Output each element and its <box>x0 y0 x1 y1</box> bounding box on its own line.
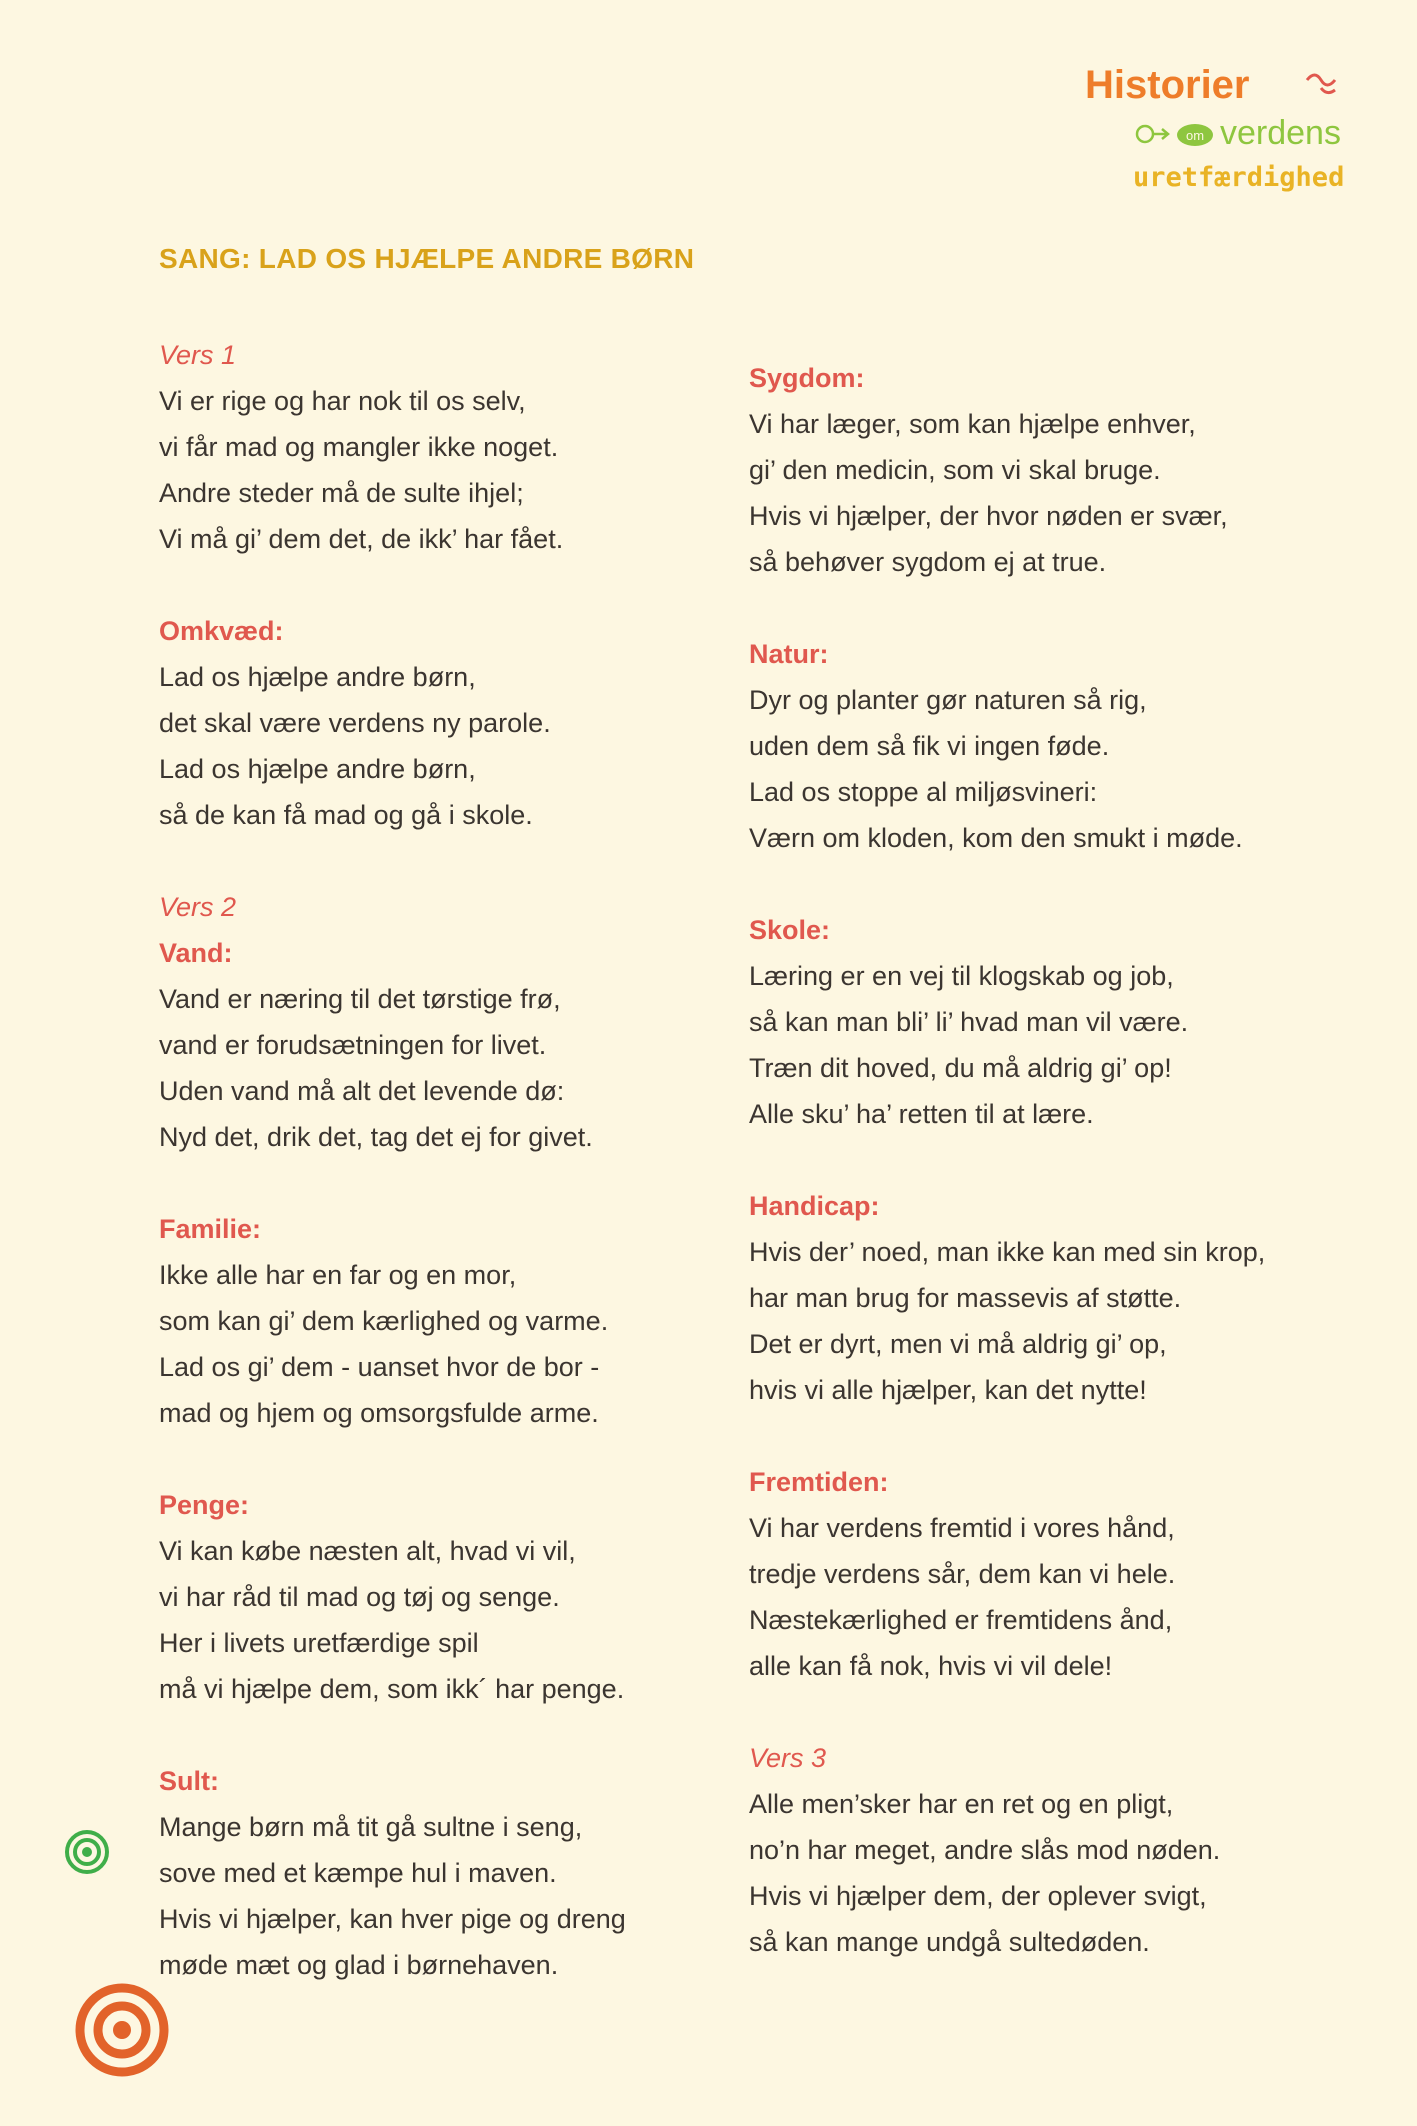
lyric-line: Alle men’sker har en ret og en pligt, <box>749 1789 1174 1819</box>
green-target-icon <box>64 1829 110 1875</box>
lyric-line: Vand er næring til det tørstige frø, <box>159 984 561 1014</box>
logo-word-uretfaerdighed: uretfærdighed <box>1133 162 1345 193</box>
arrow-icon <box>1137 126 1168 142</box>
lyric-line: Hvis vi hjælper, der hvor nøden er svær, <box>749 501 1228 531</box>
lyric-line: Uden vand må alt det levende dø: <box>159 1076 565 1106</box>
stanza-title: Penge: <box>159 1490 250 1520</box>
stanza-natur <box>749 631 1349 861</box>
lyric-line: vi har råd til mad og tøj og senge. <box>159 1582 560 1612</box>
stanza-title: Skole: <box>749 915 831 945</box>
stanza-vand <box>159 884 759 1160</box>
stanza-title: Familie: <box>159 1214 262 1244</box>
lyric-line: Vi må gi’ dem det, de ikk’ har fået. <box>159 524 564 554</box>
lyric-line: Værn om kloden, kom den smukt i møde. <box>749 823 1243 853</box>
lyric-line: Alle sku’ ha’ retten til at lære. <box>749 1099 1094 1129</box>
stanza-title: Handicap: <box>749 1191 880 1221</box>
lyric-line: no’n har meget, andre slås mod nøden. <box>749 1835 1221 1865</box>
stanza-title: Vand: <box>159 938 233 968</box>
lyric-line: Her i livets uretfærdige spil <box>159 1628 479 1658</box>
left-column <box>159 332 759 2034</box>
lyric-line: vand er forudsætningen for livet. <box>159 1030 547 1060</box>
right-column <box>749 355 1349 2011</box>
lyric-line: Dyr og planter gør naturen så rig, <box>749 685 1147 715</box>
stanza-skole <box>749 907 1349 1137</box>
lyric-line: Vi er rige og har nok til os selv, <box>159 386 526 416</box>
lyric-line: Hvis vi hjælper, kan hver pige og dreng <box>159 1904 626 1934</box>
stanza-omkvaed <box>159 608 759 838</box>
lyric-line: Næstekærlighed er fremtidens ånd, <box>749 1605 1173 1635</box>
stanza-sult <box>159 1758 759 1988</box>
lyric-line: så de kan få mad og gå i skole. <box>159 800 533 830</box>
logo <box>1085 58 1385 218</box>
lyric-line: Læring er en vej til klogskab og job, <box>749 961 1174 991</box>
lyric-line: Vi har læger, som kan hjælpe enhver, <box>749 409 1196 439</box>
lyric-line: hvis vi alle hjælper, kan det nytte! <box>749 1375 1147 1405</box>
lyric-line: så behøver sygdom ej at true. <box>749 547 1107 577</box>
stanza-handicap <box>749 1183 1349 1413</box>
lyric-line: Vi har verdens fremtid i vores hånd, <box>749 1513 1175 1543</box>
song-title: SANG: LAD OS HJÆLPE ANDRE BØRN <box>159 243 695 274</box>
logo-word-historier: Historier <box>1085 63 1250 107</box>
stanza-familie <box>159 1206 759 1436</box>
lyric-line: har man brug for massevis af støtte. <box>749 1283 1182 1313</box>
lyric-line: Det er dyrt, men vi må aldrig gi’ op, <box>749 1329 1167 1359</box>
lyric-line: Hvis der’ noed, man ikke kan med sin krop, <box>749 1237 1266 1267</box>
logo-word-verdens: verdens <box>1220 114 1341 152</box>
lyric-line: Lad os stoppe al miljøsvineri: <box>749 777 1098 807</box>
stanza-vers-1 <box>159 332 759 562</box>
lyric-line: tredje verdens sår, dem kan vi hele. <box>749 1559 1176 1589</box>
lyric-line: må vi hjælpe dem, som ikk´ har penge. <box>159 1674 625 1704</box>
lyric-line: mad og hjem og omsorgsfulde arme. <box>159 1398 599 1428</box>
stanza-vers-3 <box>749 1735 1349 1965</box>
lyric-line: så kan mange undgå sultedøden. <box>749 1927 1150 1957</box>
lyric-line: uden dem så fik vi ingen føde. <box>749 731 1110 761</box>
stanza-fremtiden <box>749 1459 1349 1689</box>
lyric-line: så kan man bli’ li’ hvad man vil være. <box>749 1007 1189 1037</box>
lyric-line: Lad os gi’ dem - uanset hvor de bor - <box>159 1352 600 1382</box>
lyric-line: Andre steder må de sulte ihjel; <box>159 478 524 508</box>
lyric-line: Mange børn må tit gå sultne i seng, <box>159 1812 583 1842</box>
lyric-line: sove med et kæmpe hul i maven. <box>159 1858 557 1888</box>
stanza-title: Omkvæd: <box>159 616 284 646</box>
stanza-title: Natur: <box>749 639 829 669</box>
lyric-line: Lad os hjælpe andre børn, <box>159 662 476 692</box>
stanza-penge <box>159 1482 759 1712</box>
lyric-line: Træn dit hoved, du må aldrig gi’ op! <box>749 1053 1172 1083</box>
lyric-line: alle kan få nok, hvis vi vil dele! <box>749 1651 1113 1681</box>
vers-label: Vers 1 <box>159 340 237 370</box>
logo-graphic <box>1085 58 1385 218</box>
vers-label: Vers 3 <box>749 1743 827 1773</box>
vers-label: Vers 2 <box>159 892 237 922</box>
lyric-line: Hvis vi hjælper dem, der oplever svigt, <box>749 1881 1207 1911</box>
lyric-line: Ikke alle har en far og en mor, <box>159 1260 517 1290</box>
lyric-line: gi’ den medicin, som vi skal bruge. <box>749 455 1161 485</box>
squiggle-icon <box>1307 75 1335 93</box>
lyric-line: det skal være verdens ny parole. <box>159 708 551 738</box>
lyric-line: som kan gi’ dem kærlighed og varme. <box>159 1306 609 1336</box>
stanza-title: Fremtiden: <box>749 1467 889 1497</box>
lyric-line: Vi kan købe næsten alt, hvad vi vil, <box>159 1536 576 1566</box>
lyric-line: møde mæt og glad i børnehaven. <box>159 1950 559 1980</box>
orange-target-icon <box>74 1982 170 2078</box>
stanza-title: Sult: <box>159 1766 219 1796</box>
lyric-line: Nyd det, drik det, tag det ej for givet. <box>159 1122 593 1152</box>
stanza-sygdom <box>749 355 1349 585</box>
lyric-line: vi får mad og mangler ikke noget. <box>159 432 559 462</box>
lyric-line: Lad os hjælpe andre børn, <box>159 754 476 784</box>
stanza-title: Sygdom: <box>749 363 865 393</box>
logo-word-om: om <box>1185 128 1205 143</box>
